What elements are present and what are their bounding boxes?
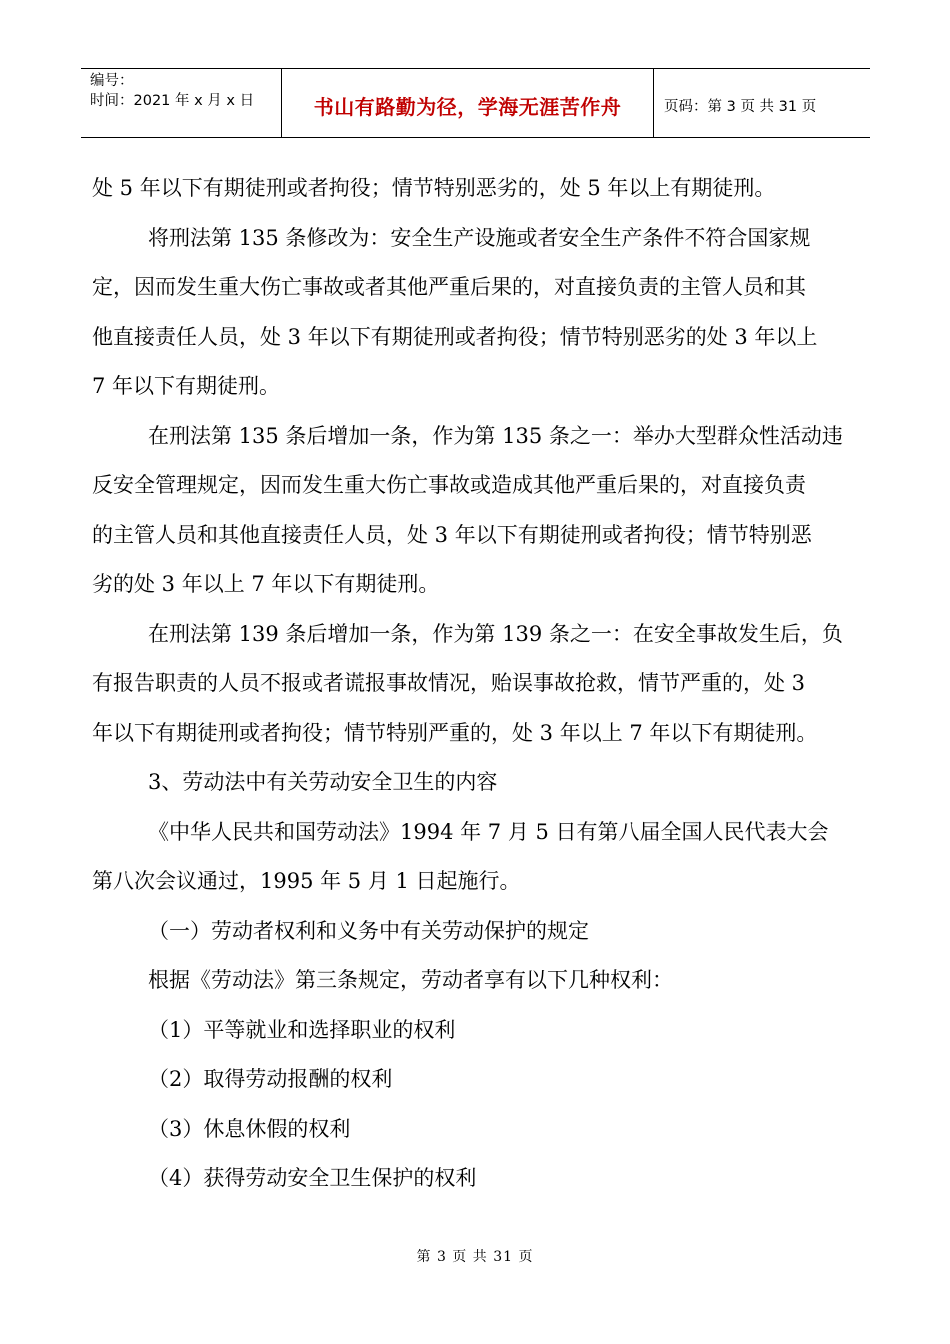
document-number-label: 编号： — [90, 73, 134, 89]
list-item: （1）平等就业和选择职业的权利 — [148, 1017, 456, 1042]
document-date-label: 时间：2021 年 x 月 x 日 — [90, 93, 255, 109]
paragraph-line: 在刑法第 139 条后增加一条，作为第 139 条之一：在安全事故发生后，负 — [148, 621, 843, 646]
paragraph-line: 他直接责任人员，处 3 年以下有期徒刑或者拘役；情节特别恶劣的处 3 年以上 — [92, 324, 818, 349]
header-motto: 书山有路勤为径，学海无涯苦作舟 — [282, 69, 654, 137]
document-body — [92, 164, 862, 1204]
paragraph-line: 定，因而发生重大伤亡事故或者其他严重后果的，对直接负责的主管人员和其 — [92, 275, 806, 299]
list-item: （2）取得劳动报酬的权利 — [148, 1067, 393, 1091]
paragraph-line: 处 5 年以下有期徒刑或者拘役；情节特别恶劣的，处 5 年以上有期徒刑。 — [92, 176, 776, 200]
paragraph-line: 劣的处 3 年以上 7 年以下有期徒刑。 — [92, 572, 440, 596]
header-page-info: 页码：第 3 页 共 31 页 — [664, 98, 817, 115]
list-item: （3）休息休假的权利 — [148, 1116, 351, 1141]
section-heading: 3、劳动法中有关劳动安全卫生的内容 — [148, 770, 498, 794]
paragraph-line: 反安全管理规定，因而发生重大伤亡事故或造成其他严重后果的，对直接负责 — [92, 473, 806, 497]
page-footer: 第 3 页 共 31 页 — [416, 1249, 534, 1265]
header-meta — [81, 69, 282, 137]
paragraph-line: 年以下有期徒刑或者拘役；情节特别严重的，处 3 年以上 7 年以下有期徒刑。 — [92, 720, 818, 745]
paragraph-line: 在刑法第 135 条后增加一条，作为第 135 条之一：举办大型群众性活动违 — [148, 423, 843, 448]
subsection-heading: （一）劳动者权利和义务中有关劳动保护的规定 — [148, 918, 589, 943]
paragraph-line: 根据《劳动法》第三条规定，劳动者享有以下几种权利： — [148, 968, 673, 992]
paragraph-line: 的主管人员和其他直接责任人员，处 3 年以下有期徒刑或者拘役；情节特别恶 — [92, 522, 812, 547]
list-item: （4）获得劳动安全卫生保护的权利 — [148, 1166, 477, 1190]
paragraph-line: 将刑法第 135 条修改为：安全生产设施或者安全生产条件不符合国家规 — [148, 225, 811, 250]
paragraph-line: 7 年以下有期徒刑。 — [92, 374, 281, 398]
paragraph-line: 《中华人民共和国劳动法》1994 年 7 月 5 日有第八届全国人民代表大会 — [148, 819, 829, 844]
paragraph-line: 有报告职责的人员不报或者谎报事故情况，贻误事故抢救，情节严重的，处 3 — [92, 671, 806, 695]
paragraph-line: 第八次会议通过，1995 年 5 月 1 日起施行。 — [92, 869, 521, 893]
page-header — [81, 68, 870, 138]
